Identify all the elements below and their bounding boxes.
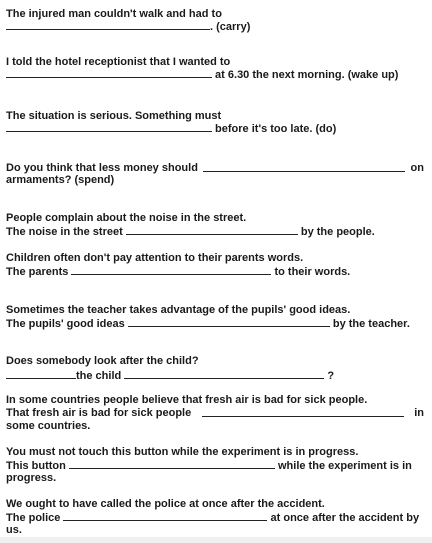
exercise-text: Do you think that less money should xyxy=(6,162,201,174)
answer-blank[interactable] xyxy=(6,20,210,30)
exercise-text: us. xyxy=(6,524,22,536)
exercise-line xyxy=(6,524,22,537)
exercise-text: In some countries people believe that fresh air is bad for sick people. xyxy=(6,394,368,406)
exercise-text: on xyxy=(407,162,424,174)
exercise-line xyxy=(6,317,410,331)
exercise-line xyxy=(6,252,303,265)
exercise-text: armaments? (spend) xyxy=(6,174,115,186)
exercise-line xyxy=(6,265,350,279)
exercise-text: progress. xyxy=(6,472,57,484)
exercise-text: the child xyxy=(76,370,125,382)
exercise-text: Sometimes the teacher takes advantage of the pupils' good ideas. xyxy=(6,304,351,316)
answer-blank[interactable] xyxy=(6,68,212,78)
exercise-text: Children often don't pay attention to their parents words. xyxy=(6,252,304,264)
exercise-line xyxy=(6,174,114,187)
exercise-text: at 6.30 the next morning. (wake up) xyxy=(212,69,399,81)
exercise-text: to their words. xyxy=(271,266,351,278)
exercise-text: We ought to have called the police at once after the accident. xyxy=(6,498,325,510)
exercise-line xyxy=(6,459,412,473)
exercise-line xyxy=(6,225,375,239)
exercise-line xyxy=(6,420,90,433)
exercise-text: some countries. xyxy=(6,420,91,432)
exercise-text: I told the hotel receptionist that I wanted to xyxy=(6,56,231,68)
exercise-text: The injured man couldn't walk and had to xyxy=(6,8,222,20)
exercise-text: People complain about the noise in the street. xyxy=(6,212,247,224)
exercise-text: while the experiment is in xyxy=(274,460,412,472)
answer-blank[interactable] xyxy=(69,459,275,469)
answer-blank[interactable] xyxy=(202,407,404,417)
exercise-line xyxy=(6,369,334,383)
exercise-line xyxy=(6,20,250,34)
exercise-text: in xyxy=(411,407,424,419)
exercise-line xyxy=(6,498,325,511)
answer-blank[interactable] xyxy=(203,162,405,172)
answer-blank[interactable] xyxy=(63,511,267,521)
exercise-line xyxy=(6,446,358,459)
page-bottom-edge xyxy=(0,537,432,543)
answer-blank[interactable] xyxy=(6,369,76,379)
exercise-line xyxy=(6,122,336,136)
exercise-line xyxy=(6,212,246,225)
exercise-text: by the people. xyxy=(297,226,375,238)
exercise-text: at once after the accident by xyxy=(267,512,420,524)
exercise-text: The police xyxy=(6,512,64,524)
exercise-line xyxy=(6,304,350,317)
answer-blank[interactable] xyxy=(6,122,212,132)
exercise-text: The noise in the street xyxy=(6,226,126,238)
exercise-text: ? xyxy=(324,370,335,382)
exercise-text: Does somebody look after the child? xyxy=(6,355,199,367)
answer-blank[interactable] xyxy=(71,265,271,275)
exercise-text: You must not touch this button while the experiment is in progress. xyxy=(6,446,359,458)
exercise-text: The parents xyxy=(6,266,72,278)
exercise-text: . (carry) xyxy=(210,21,251,33)
exercise-line xyxy=(6,511,419,525)
exercise-text: That fresh air is bad for sick people xyxy=(6,407,195,419)
answer-blank[interactable] xyxy=(126,225,298,235)
exercise-text: The situation is serious. Something must xyxy=(6,110,222,122)
exercise-text: This button xyxy=(6,460,69,472)
exercise-line xyxy=(6,355,199,368)
exercise-line xyxy=(6,407,424,420)
exercise-line xyxy=(6,68,398,82)
exercise-text: before it's too late. (do) xyxy=(212,123,337,135)
exercise-line xyxy=(6,394,367,407)
exercise-text: by the teacher. xyxy=(329,318,410,330)
exercise-text: The pupils' good ideas xyxy=(6,318,128,330)
answer-blank[interactable] xyxy=(128,317,330,327)
answer-blank[interactable] xyxy=(124,369,324,379)
exercise-line xyxy=(6,472,56,485)
